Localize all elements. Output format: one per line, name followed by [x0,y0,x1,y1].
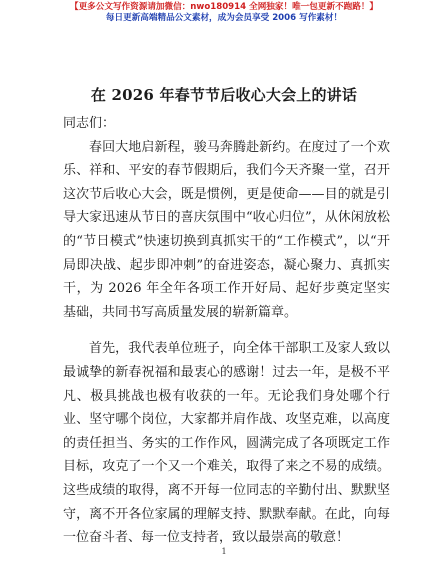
promo-line-1: 【更多公文写作资源请加微信：nwo180914 全网独家！唯一包更新不跑路！】 [69,2,379,12]
document-body [63,112,390,550]
paragraph-1: 春回大地启新程，骏马奔腾赴新约。在度过了一个欢乐、祥和、平安的春节假期后，我们今天齐聚一堂，召开这次节后收心大会，既是惯例，更是使命——目的就是引导大家迅速从节日的喜庆氛围中“收心归位”，从休闲放松的“节日模式”快速切换到真抓实干的“工作模式”，以“开局即决战、起步即冲刺”的奋进姿态，凝心聚力、真抓实干，为 2026 年全年各项工作开好局、起好步奠定坚实基础，共同书写高质量发展的崭新篇章。 [63,139,390,320]
salutation: 同志们： [63,116,116,131]
paragraph-2: 首先，我代表单位班子，向全体干部职工及家人致以最诚挚的新春祝福和最衷心的感谢！过去一年，是极不平凡、极具挑战也极有收获的一年。无论我们身处哪个行业、坚守哪个岗位，大家都并肩作战、攻坚克难，以高度的责任担当、务实的工作作风，圆满完成了各项既定工作目标，攻克了一个又一个难关，取得了来之不易的成绩。这些成绩的取得，离不开每一位同志的辛勤付出、默默坚守，离不开各位家属的理解支持、默默奉献。在此，向每一位奋斗者、每一位支持者，致以最崇高的敬意！ [63,341,390,546]
promo-line-2: 每日更新高端精品公文素材，成为会员享受 2006 写作素材！ [105,13,343,23]
promo-banner [0,2,448,24]
page-number: 1 [221,547,227,556]
document-title: 在 2026 年春节节后收心大会上的讲话 [90,86,358,104]
